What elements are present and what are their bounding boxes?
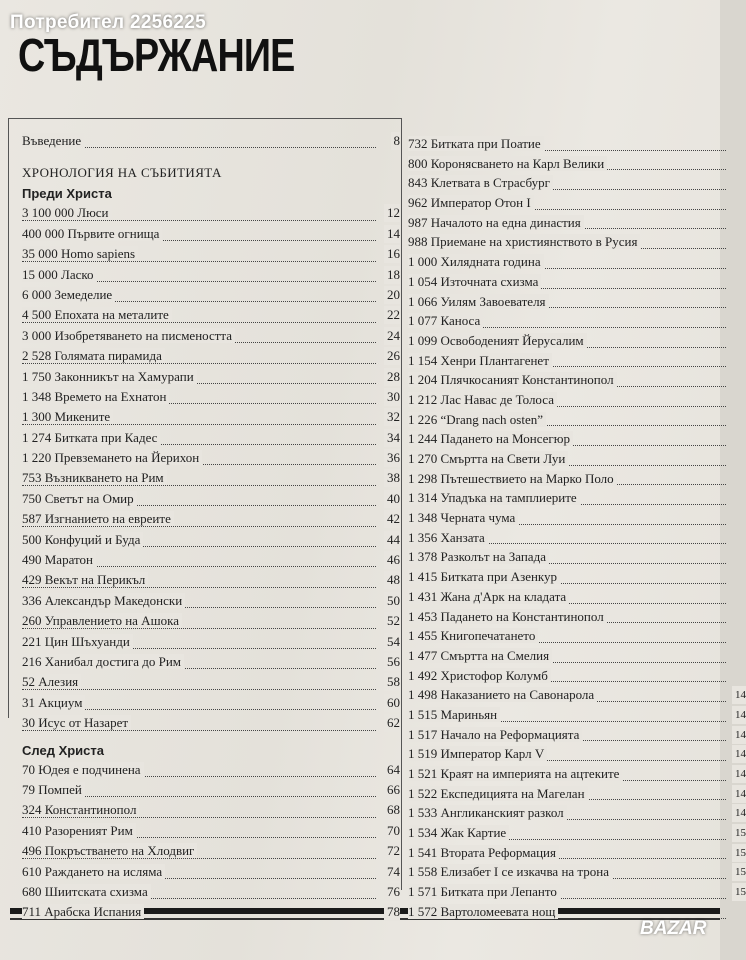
toc-entry[interactable] <box>22 863 400 883</box>
toc-entry-label: 732 Битката при Поатие <box>408 136 544 151</box>
toc-entry-label: 260 Управлението на Ашока <box>22 613 182 628</box>
toc-entry-label: 1 498 Наказанието на Савонарола <box>408 687 597 702</box>
toc-entry-label: 1 226 “Drang nach osten” <box>408 412 546 427</box>
toc-entry[interactable] <box>22 633 400 653</box>
toc-right-column <box>408 135 746 923</box>
toc-entry-label: 1 750 Законникът на Хамурапи <box>22 369 197 384</box>
toc-entry-page: 14 <box>384 225 400 243</box>
toc-entry-page: 16 <box>384 245 400 263</box>
toc-entry-page: 22 <box>384 306 400 324</box>
toc-entry-page: 58 <box>384 673 400 691</box>
toc-entry[interactable] <box>408 568 738 588</box>
toc-entry[interactable] <box>22 245 400 265</box>
toc-entry[interactable] <box>408 883 746 903</box>
toc-entry-label: 1 220 Превземането на Йерихон <box>22 450 202 465</box>
toc-entry-label: 1 300 Микените <box>22 409 113 424</box>
toc-entry-label: 1 212 Лас Навас де Толоса <box>408 392 557 407</box>
toc-entry-page: 76 <box>384 883 400 901</box>
toc-entry-page: 50 <box>384 592 400 610</box>
toc-entry[interactable] <box>408 765 746 785</box>
toc-entry-page: 30 <box>384 388 400 406</box>
toc-entry-page: 36 <box>384 449 400 467</box>
toc-entry[interactable] <box>22 714 400 734</box>
toc-entry-page: 72 <box>384 842 400 860</box>
toc-entry[interactable] <box>22 469 400 489</box>
toc-entry[interactable] <box>408 411 738 431</box>
toc-entry-page: 12 <box>384 204 400 222</box>
toc-entry[interactable] <box>408 194 738 214</box>
toc-entry[interactable] <box>408 785 746 805</box>
toc-entry-label: 410 Разореният Рим <box>22 823 136 838</box>
subsection-after-christ: След Христа <box>22 742 104 758</box>
toc-entry[interactable] <box>408 273 738 293</box>
toc-entry-label: 4 500 Епохата на металите <box>22 307 172 322</box>
toc-entry[interactable] <box>408 371 738 391</box>
watermark-text: Потребител 2256225 <box>10 12 207 33</box>
toc-entry[interactable] <box>22 551 400 571</box>
toc-entry-label: 1 204 Плячкосаният Константинопол <box>408 372 617 387</box>
toc-entry[interactable] <box>408 706 746 726</box>
toc-entry[interactable] <box>408 253 738 273</box>
toc-entry-label: 1 348 Черната чума <box>408 510 518 525</box>
toc-entry-label: 1 515 Мариньян <box>408 707 500 722</box>
toc-entry-page: 26 <box>384 347 400 365</box>
toc-list-after <box>22 761 400 924</box>
toc-entry[interactable] <box>408 135 738 155</box>
toc-entry-page: 15 <box>732 824 746 842</box>
toc-entry-label: 1 378 Разколът на Запада <box>408 549 549 564</box>
toc-entry-label: 70 Юдея е подчинена <box>22 762 144 777</box>
toc-entry-page: 14 <box>732 726 746 744</box>
toc-entry-page: 15 <box>732 863 746 881</box>
toc-entry-page: 38 <box>384 469 400 487</box>
toc-entry-page: 24 <box>384 327 400 345</box>
toc-entry-label: 753 Възникването на Рим <box>22 470 167 485</box>
toc-entry[interactable] <box>22 449 400 469</box>
toc-entry-label: 1 054 Източната схизма <box>408 274 541 289</box>
column-divider <box>401 118 402 890</box>
toc-entry-label: 15 000 Ласко <box>22 267 97 282</box>
toc-entry-label: 843 Клетвата в Страсбург <box>408 175 553 190</box>
toc-entry[interactable] <box>408 667 738 687</box>
toc-entry-label: 500 Конфуций и Буда <box>22 532 143 547</box>
frame-left-line <box>8 118 9 718</box>
toc-entry-label: 1 521 Краят на империята на ацтеките <box>408 766 622 781</box>
toc-entry[interactable] <box>408 686 746 706</box>
toc-entry[interactable] <box>408 726 746 746</box>
toc-entry-label: 1 558 Елизабет I се изкачва на трона <box>408 864 612 879</box>
toc-list-right <box>408 135 746 923</box>
toc-entry[interactable] <box>22 822 400 842</box>
toc-entry-label: 1 572 Вартоломеевата нощ <box>408 904 558 919</box>
toc-entry[interactable] <box>22 694 400 714</box>
toc-entry-page: 66 <box>384 781 400 799</box>
toc-list-before <box>22 204 400 734</box>
toc-entry[interactable] <box>408 844 746 864</box>
toc-entry-label: 680 Шиитската схизма <box>22 884 151 899</box>
toc-entry[interactable] <box>22 592 400 612</box>
toc-entry[interactable] <box>408 745 746 765</box>
toc-entry-page: 15 <box>732 844 746 862</box>
toc-entry[interactable] <box>408 863 746 883</box>
toc-entry-page: 8 <box>391 132 401 150</box>
toc-entry[interactable] <box>408 627 738 647</box>
toc-entry[interactable] <box>22 204 400 224</box>
toc-entry-label: 1 477 Смъртта на Смелия <box>408 648 552 663</box>
toc-entry-page: 14 <box>732 686 746 704</box>
toc-entry[interactable] <box>408 824 746 844</box>
toc-entry[interactable] <box>22 429 400 449</box>
toc-entry-page: 62 <box>384 714 400 732</box>
toc-entry[interactable] <box>22 761 400 781</box>
toc-entry[interactable] <box>408 155 738 175</box>
toc-entry-page: 14 <box>732 745 746 763</box>
toc-entry-label: 750 Светът на Омир <box>22 491 137 506</box>
toc-entry-label: 1 519 Император Карл V <box>408 746 547 761</box>
toc-entry-label: 216 Ханибал достига до Рим <box>22 654 184 669</box>
toc-entry[interactable] <box>408 352 738 372</box>
toc-entry-page: 78 <box>384 903 400 921</box>
toc-entry[interactable] <box>408 608 738 628</box>
toc-entry-label: 1 270 Смъртта на Свети Луи <box>408 451 568 466</box>
toc-entry-label: 1 431 Жана д'Арк на кладата <box>408 589 569 604</box>
toc-entry-label: 2 528 Голямата пирамида <box>22 348 165 363</box>
toc-entry-page: 60 <box>384 694 400 712</box>
toc-entry[interactable] <box>408 391 738 411</box>
page-title: СЪДЪРЖАНИЕ <box>18 29 295 81</box>
toc-entry[interactable] <box>22 490 400 510</box>
toc-entry-label: 1 453 Падането на Константинопол <box>408 609 607 624</box>
toc-entry-page: 56 <box>384 653 400 671</box>
toc-entry-label: 3 100 000 Люси <box>22 205 112 220</box>
toc-entry-page: 70 <box>384 822 400 840</box>
toc-entry-label: 962 Император Отон I <box>408 195 534 210</box>
toc-entry-page: 20 <box>384 286 400 304</box>
toc-entry-page: 48 <box>384 571 400 589</box>
toc-entry-label: 1 415 Битката при Азенкур <box>408 569 560 584</box>
toc-entry[interactable] <box>22 781 400 801</box>
toc-entry-label: 400 000 Първите огнища <box>22 226 162 241</box>
toc-entry-label: 1 099 Освободеният Йерусалим <box>408 333 587 348</box>
toc-entry-page: 64 <box>384 761 400 779</box>
toc-entry[interactable] <box>22 347 400 367</box>
toc-entry[interactable] <box>408 509 738 529</box>
toc-entry[interactable] <box>22 571 400 591</box>
toc-entry-page: 46 <box>384 551 400 569</box>
toc-left-column <box>22 132 400 924</box>
toc-entry[interactable] <box>22 673 400 693</box>
toc-entry-page: 52 <box>384 612 400 630</box>
toc-entry[interactable] <box>408 548 738 568</box>
toc-entry-label: 988 Приемане на християнството в Русия <box>408 234 640 249</box>
toc-entry-page: 42 <box>384 510 400 528</box>
toc-entry[interactable] <box>22 266 400 286</box>
toc-entry-page: 28 <box>384 368 400 386</box>
toc-entry-page: 14 <box>732 804 746 822</box>
toc-entry-label: 324 Константинопол <box>22 802 139 817</box>
toc-entry-page: 68 <box>384 801 400 819</box>
toc-entry-label: 1 356 Ханзата <box>408 530 488 545</box>
subsection-before-christ: Преди Христа <box>22 186 112 202</box>
toc-entry-label: 1 455 Книгопечатането <box>408 628 538 643</box>
toc-entry-page: 14 <box>732 765 746 783</box>
toc-entry-label: 1 348 Времето на Ехнатон <box>22 389 169 404</box>
site-logo: BAZAR <box>640 918 707 939</box>
toc-entry-intro[interactable] <box>22 132 400 152</box>
toc-entry-label: 31 Акциум <box>22 695 85 710</box>
toc-entry-label: 30 Исус от Назарет <box>22 715 131 730</box>
toc-entry-label: 1 274 Битката при Кадес <box>22 430 160 445</box>
toc-entry-label: 496 Покръстването на Хлодвиг <box>22 843 197 858</box>
toc-entry-label: 1 244 Падането на Монсегюр <box>408 431 573 446</box>
toc-entry-label: 1 522 Експедицията на Магелан <box>408 786 588 801</box>
toc-entry[interactable] <box>22 388 400 408</box>
toc-entry[interactable] <box>408 804 746 824</box>
toc-entry-label: Въведение <box>22 133 84 148</box>
toc-entry[interactable] <box>22 883 400 903</box>
toc-entry[interactable] <box>408 174 738 194</box>
toc-entry-page: 54 <box>384 633 400 651</box>
toc-entry-page: 40 <box>384 490 400 508</box>
toc-entry[interactable] <box>408 588 738 608</box>
toc-entry[interactable] <box>22 842 400 862</box>
toc-entry-label: 221 Цин Шъхуанди <box>22 634 133 649</box>
toc-entry-label: 1 541 Втората Реформация <box>408 845 559 860</box>
toc-entry-label: 1 534 Жак Картие <box>408 825 509 840</box>
toc-entry[interactable] <box>408 470 738 490</box>
toc-entry[interactable] <box>408 293 738 313</box>
toc-entry-label: 79 Помпей <box>22 782 85 797</box>
toc-entry[interactable] <box>22 286 400 306</box>
toc-entry[interactable] <box>408 233 738 253</box>
toc-entry-label: 1 154 Хенри Плантагенет <box>408 353 552 368</box>
toc-entry-page: 18 <box>384 266 400 284</box>
toc-entry[interactable] <box>22 408 400 428</box>
toc-entry-label: 429 Векът на Перикъл <box>22 572 148 587</box>
toc-entry[interactable] <box>22 510 400 530</box>
toc-entry-label: 610 Раждането на исляма <box>22 864 165 879</box>
toc-entry[interactable] <box>22 653 400 673</box>
toc-entry-page: 15 <box>732 883 746 901</box>
toc-entry-label: 1 000 Хилядната година <box>408 254 544 269</box>
toc-entry-label: 987 Началото на една династия <box>408 215 584 230</box>
toc-entry-page: 14 <box>732 785 746 803</box>
toc-entry-label: 6 000 Земеделие <box>22 287 115 302</box>
toc-entry-label: 490 Маратон <box>22 552 96 567</box>
toc-entry[interactable] <box>22 531 400 551</box>
toc-entry-page: 14 <box>732 706 746 724</box>
toc-entry[interactable] <box>408 312 738 332</box>
toc-entry[interactable] <box>408 214 738 234</box>
toc-entry-label: 1 533 Англиканският разкол <box>408 805 567 820</box>
toc-entry-label: 1 517 Начало на Реформацията <box>408 727 582 742</box>
toc-entry-page: 44 <box>384 531 400 549</box>
toc-entry[interactable] <box>22 306 400 326</box>
toc-entry[interactable] <box>408 647 738 667</box>
toc-entry-label: 1 492 Христофор Колумб <box>408 668 551 683</box>
toc-entry-page: 32 <box>384 408 400 426</box>
toc-entry[interactable] <box>22 327 400 347</box>
toc-entry-label: 336 Александър Македонски <box>22 593 185 608</box>
toc-entry-label: 35 000 Homo sapiens <box>22 246 138 261</box>
toc-entry-page: 34 <box>384 429 400 447</box>
section-title: ХРОНОЛОГИЯ НА СЪБИТИЯТА <box>22 165 222 181</box>
toc-entry[interactable] <box>22 225 400 245</box>
toc-entry[interactable] <box>408 430 738 450</box>
toc-entry-label: 711 Арабска Испания <box>22 904 144 919</box>
toc-entry-label: 800 Коронясването на Карл Велики <box>408 156 607 171</box>
toc-entry[interactable] <box>408 529 738 549</box>
toc-entry-label: 3 000 Изобретяването на писмеността <box>22 328 235 343</box>
toc-entry-label: 1 077 Каноса <box>408 313 483 328</box>
toc-entry-label: 587 Изгнанието на евреите <box>22 511 174 526</box>
toc-entry-page: 74 <box>384 863 400 881</box>
toc-entry[interactable] <box>408 489 738 509</box>
toc-entry[interactable] <box>22 368 400 388</box>
toc-entry-label: 52 Алезия <box>22 674 81 689</box>
toc-entry-label: 1 298 Пътешествието на Марко Поло <box>408 471 617 486</box>
toc-entry[interactable] <box>22 801 400 821</box>
toc-entry-label: 1 066 Уилям Завоевателя <box>408 294 549 309</box>
toc-entry-label: 1 571 Битката при Лепанто <box>408 884 560 899</box>
toc-entry[interactable] <box>408 450 738 470</box>
frame-top-line <box>8 118 402 119</box>
toc-entry[interactable] <box>408 332 738 352</box>
toc-entry-label: 1 314 Упадъка на тамплиерите <box>408 490 580 505</box>
toc-entry[interactable] <box>22 612 400 632</box>
